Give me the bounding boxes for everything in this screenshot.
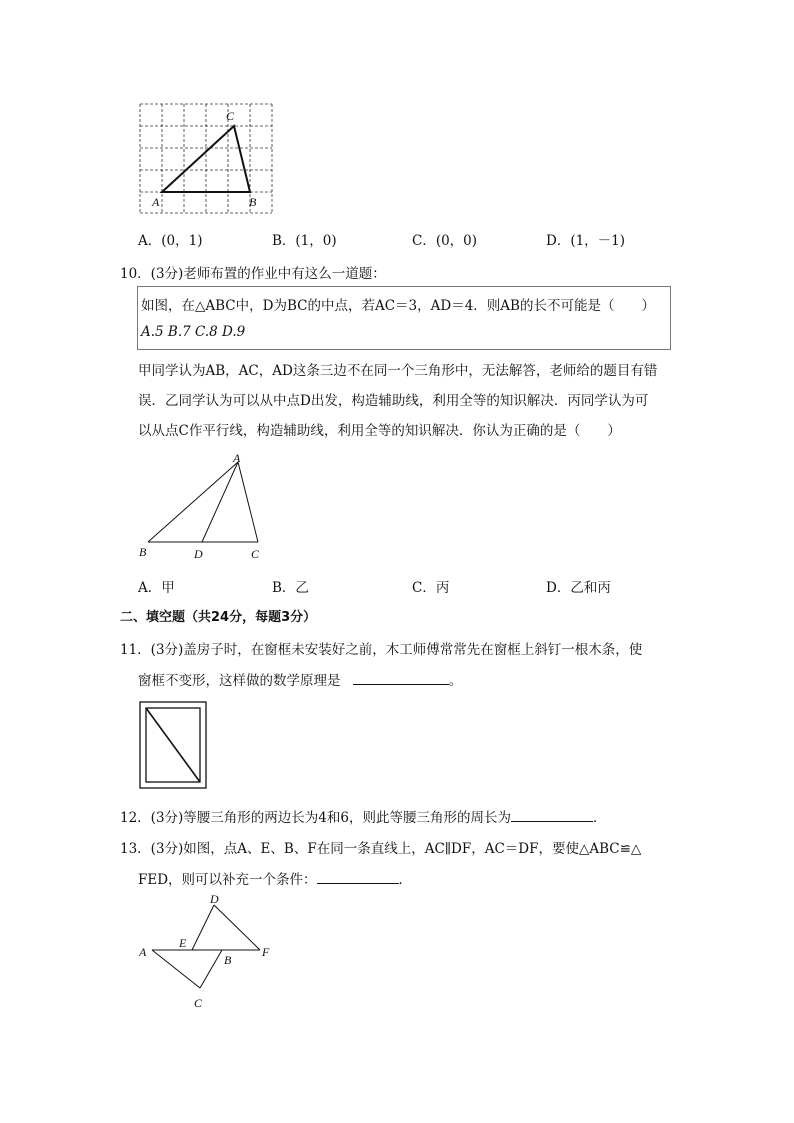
q11-line2-text: 窗框不变形，这样做的数学原理是 [138,673,341,689]
label-a: A [152,195,160,209]
q13-answer-blank[interactable] [317,883,399,884]
label-b: B [224,953,232,967]
section-heading: 二、填空题（共24分，每题3分） [120,610,317,625]
q10-option-b[interactable]: B．乙 [272,580,309,596]
q11-line2-end: 。 [448,673,463,689]
q13-figure [130,892,290,1014]
label-c: C [251,547,260,561]
q13-line2 [138,868,412,888]
q12-line [120,806,606,826]
label-e: E [179,936,187,950]
q12-end: ． [592,810,607,826]
segment-ac [238,462,258,542]
label-c: C [226,109,235,123]
q9-option-a[interactable]: A．(0，1) [138,233,203,249]
q10-option-d[interactable]: D．乙和丙 [546,580,611,596]
q12-answer-blank[interactable] [511,821,593,822]
q9-grid-figure [130,96,280,216]
q9-option-b[interactable]: B．(1，0) [272,233,337,249]
q10-box-line2: A.5 B.7 C.8 D.9 [141,324,246,340]
q10-para-line3: 以从点C作平行线，构造辅助线，利用全等的知识解决．你认为正确的是（ ） [138,423,621,439]
q13-line2-text: FED，则可以补充一个条件： [138,872,317,888]
diagonal-brace [146,708,200,782]
segment-ad [202,462,238,542]
q13-line2-end: ． [398,872,413,888]
segment-ab [148,462,238,542]
segment-df [214,905,260,950]
label-a: A [233,451,241,465]
q9-option-c[interactable]: C．(0，0) [412,233,478,249]
q10-stem: 10．(3分)老师布置的作业中有这么一道题： [120,266,386,282]
segment-cb [200,950,222,988]
q10-triangle-figure [130,448,280,566]
q10-problem-box [137,286,671,350]
label-b: B [249,195,257,209]
q11-line1: 11．(3分)盖房子时，在窗框未安装好之前，木工师傅常常先在窗框上斜钉一根木条，使 [120,642,643,658]
q10-box-line1: 如图，在△ABC中，D为BC的中点，若AC＝3，AD＝4．则AB的长不可能是（ ） [141,298,655,314]
q12-text: 12．(3分)等腰三角形的两边长为4和6，则此等腰三角形的周长为 [120,810,511,826]
label-d: D [210,892,219,906]
label-d: D [194,547,203,561]
label-f: F [262,945,270,959]
segment-ac [152,950,200,988]
q10-option-c[interactable]: C．丙 [412,580,450,596]
segment-ed [192,905,214,950]
q11-line2 [138,669,462,689]
q10-para-line1: 甲同学认为AB，AC，AD这条三边不在同一个三角形中，无法解答，老师给的题目有错 [138,363,658,379]
q10-para-line2: 误．乙同学认为可以从中点D出发，构造辅助线，利用全等的知识解决．丙同学认为可 [138,393,649,409]
label-a: A [139,945,147,959]
q10-option-a[interactable]: A．甲 [138,580,175,596]
q9-option-d[interactable]: D．(1，－1) [546,233,626,249]
label-c: C [194,996,203,1010]
q11-window-frame-figure [138,700,212,792]
q11-answer-blank[interactable] [353,684,449,685]
label-b: B [139,545,147,559]
q13-line1: 13．(3分)如图，点A、E、B、F在同一条直线上，AC∥DF，AC＝DF，要使△ABC≌△ [120,841,642,857]
